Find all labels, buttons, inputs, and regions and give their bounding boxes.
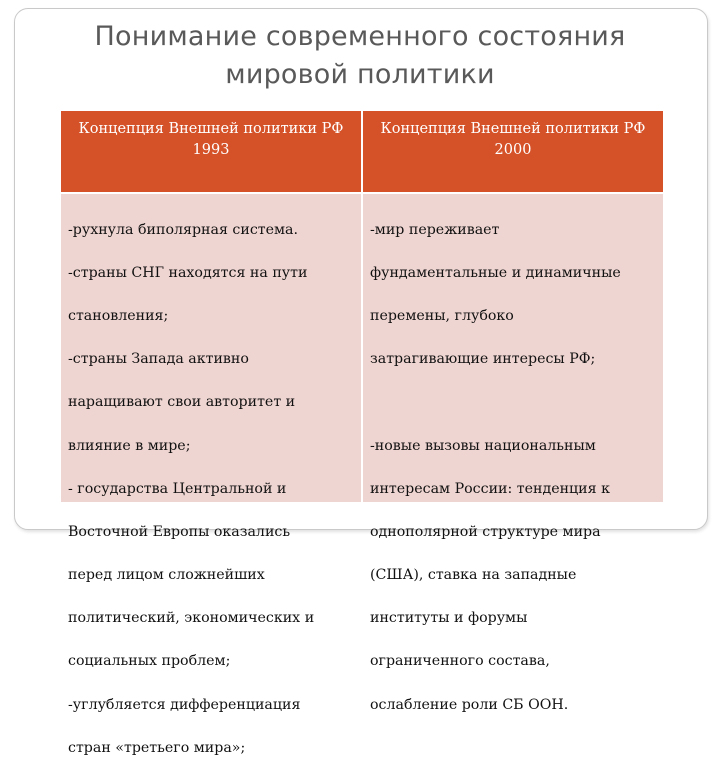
- cell-line: Восточной Европы оказались: [68, 523, 291, 540]
- cell-line: стран «третьего мира»;: [68, 739, 246, 756]
- cell-line: ослабление роли СБ ООН.: [370, 696, 569, 713]
- comparison-table: [61, 111, 663, 756]
- cell-line: -страны СНГ находятся на пути: [68, 264, 308, 281]
- cell-line: интересам России: тенденция к: [370, 480, 610, 497]
- cell-line: - государства Центральной и: [68, 480, 287, 497]
- cell-line: -страны Запада активно: [68, 351, 249, 368]
- cell-line: -мир переживает: [370, 221, 500, 238]
- cell-line: институты и форумы: [370, 610, 528, 627]
- cell-line: становления;: [68, 307, 169, 324]
- cell-line: -новые вызовы национальным: [370, 437, 596, 454]
- cell-line: наращивают свои авторитет и: [68, 394, 296, 411]
- body-cell-1993: [61, 194, 361, 756]
- cell-line: -рухнула биполярная система.: [68, 221, 299, 238]
- cell-line: политический, экономических и: [68, 610, 315, 627]
- cell-line: фундаментальные и динамичные: [370, 264, 621, 281]
- cell-line: затрагивающие интересы РФ;: [370, 351, 596, 368]
- cell-line: перед лицом сложнейших: [68, 567, 265, 584]
- cell-line: ограниченного состава,: [370, 653, 550, 670]
- header-cell-1993: Концепция Внешней политики РФ 1993: [61, 111, 361, 192]
- title-line-2: мировой политики: [225, 59, 495, 90]
- body-cell-2000: [363, 194, 663, 713]
- cell-line: однополярной структуре мира: [370, 523, 601, 540]
- cell-line: -углубляется дифференциация: [68, 696, 301, 713]
- cell-line: социальных проблем;: [68, 653, 231, 670]
- slide-title: [40, 18, 680, 94]
- header-cell-2000: Концепция Внешней политики РФ 2000: [363, 111, 663, 192]
- cell-line: влияние в мире;: [68, 437, 191, 454]
- cell-line: (США), ставка на западные: [370, 567, 577, 584]
- title-line-1: Понимание современного состояния: [94, 21, 626, 52]
- cell-line-blank: [370, 392, 657, 414]
- cell-line: перемены, глубоко: [370, 307, 514, 324]
